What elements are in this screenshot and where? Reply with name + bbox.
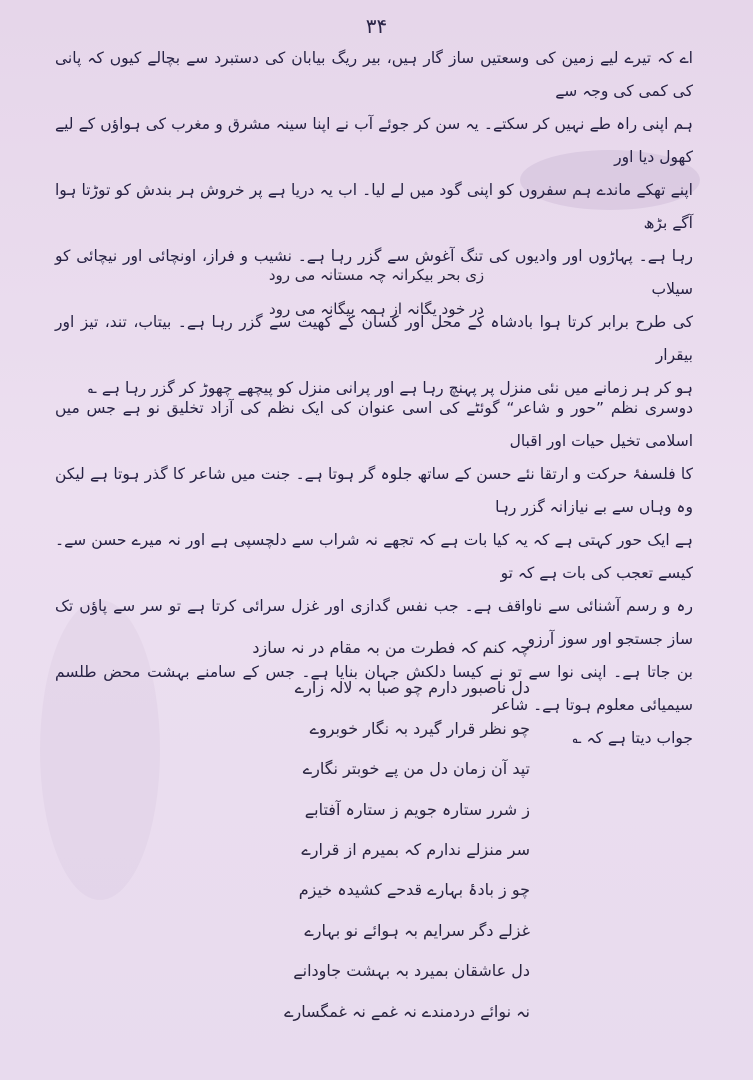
verse-line: نہ نوائے دردمندے نہ غمے نہ غمگسارے	[284, 1001, 530, 1021]
paragraph-1	[55, 42, 693, 405]
text-line: ہو کر ہر زمانے میں نئی منزل پر پہنچ رہا ہے اور پرانی منزل کو پیچھے چھوڑ کر گزر رہا ہے ؎	[87, 379, 693, 397]
verse-line: سر منزلے ندارم کہ بمیرم از قرارے	[301, 840, 530, 860]
verse-line: چو ز بادۂ بہارے قدحے کشیدہ خیزم	[298, 880, 530, 900]
text-line: جواب دیتا ہے کہ ؎	[572, 729, 693, 747]
page-number: ۳۴	[365, 14, 388, 38]
text-line: رہا ہے۔ پہاڑوں اور وادیوں کی تنگ آغوش سے گزر رہا ہے۔ نشیب و فراز، اونچائی اور نیچائی کو سیلاب	[55, 247, 693, 298]
text-line: ہم اپنی راہ طے نہیں کر سکتے۔ یہ سن کر جوئے آب نے اپنا سینہ مشرق و مغرب کی ہواؤں کے لیے کھول دیا اور	[55, 115, 693, 166]
verse-line: چو نظر قرار گیرد بہ نگار خوبروے	[309, 718, 530, 738]
persian-couplet-1	[0, 258, 753, 326]
verse-line: دل ناصبور دارم چو صبا بہ لالہ زارے	[294, 678, 530, 698]
verse-line: ز شرر ستارہ جویم ز ستارہ آفتابے	[304, 799, 530, 819]
verse-line: چہ کنم کہ فطرت من بہ مقام در نہ سازد	[252, 638, 530, 657]
text-line: دوسری نظم ”حور و شاعر“ گوئٹے کی اسی عنوان کی ایک نظم کی آزاد تخلیق نو ہے جس میں اسلامی تخیل حیات اور اقبال	[55, 399, 693, 450]
verse-line: در خود یگانہ از ہمہ بیگانہ می رود	[269, 300, 484, 318]
text-line: بن جاتا ہے۔ اپنی نوا سے تو نے کیسا دلکش جہان بنایا ہے۔ جس کے سامنے بہشت محض طلسم سیمیائی معلوم ہوتا ہے۔ شاعر	[55, 663, 693, 714]
text-line: ہے ایک حور کہتی ہے کہ یہ کیا بات ہے کہ تجھے نہ شراب سے دلچسپی ہے اور نہ میرے حسن سے۔ کیسے تعجب کی بات ہے کہ تو	[55, 531, 693, 582]
verse-line: تپد آن زمان دل من پے خوبتر نگارے	[302, 759, 530, 779]
text-line: کی طرح برابر کرتا ہوا بادشاہ کے محل اور کسان کے کھیت سے گزر رہا ہے۔ بیتاب، تند، تیز اور بیقرار	[55, 313, 693, 364]
verse-line: دل عاشقان بمیرد بہ بہشت جاودانے	[293, 961, 530, 981]
text-line: اے کہ تیرے لیے زمین کی وسعتیں ساز گار ہیں، بیر ریگ بیابان کی دستبرد سے بچالے کیوں کہ پانی کی کمی کی وجہ سے	[55, 49, 693, 100]
persian-ghazal	[230, 628, 530, 1032]
text-line: رہ و رسم آشنائی سے ناواقف ہے۔ جب نفس گدازی اور غزل سرائی کرتا ہے تو سر سے پاؤں تک ساز جستجو اور سوز آرزو	[55, 597, 693, 648]
text-line: اپنے تھکے ماندے ہم سفروں کو اپنی گود میں لے لیا۔ اب یہ دریا ہے پر خروش ہر بندش کو توڑتا ہوا آگے بڑھ	[55, 181, 693, 232]
verse-line: زی بحر بیکرانہ چہ مستانہ می رود	[268, 266, 485, 284]
verse-line: غزلے دگر سرایم بہ ہوائے نو بہارے	[304, 920, 530, 940]
text-line: کا فلسفۂ حرکت و ارتقا نئے حسن کے ساتھ جلوہ گر ہوتا ہے۔ جنت میں شاعر کا گذر ہوتا ہے لیکن وہ وہاں سے بے نیازانہ گزر رہا	[55, 465, 693, 516]
